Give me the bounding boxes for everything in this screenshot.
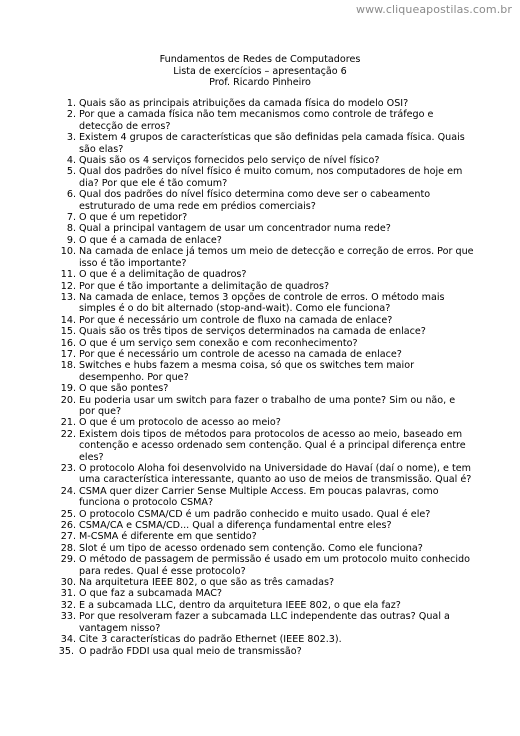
question-text: Na camada de enlace já temos um meio de detecção e correção de erros. Por que isso é tão importante? (79, 246, 474, 269)
question-item (54, 246, 474, 269)
question-item (54, 395, 474, 418)
question-text: Quais são os três tipos de serviços determinados na camada de enlace? (79, 326, 426, 338)
question-number: 21. (60, 417, 76, 429)
question-number: 32. (60, 599, 76, 611)
question-item (54, 212, 474, 223)
question-text: Por que é necessário um controle de fluxo na camada de enlace? (79, 314, 393, 326)
question-number: 9. (66, 234, 76, 246)
question-text: O padrão FDDI usa qual meio de transmissão? (79, 645, 302, 657)
question-number: 22. (60, 428, 76, 440)
question-number: 25. (60, 508, 76, 520)
question-text: CSMA quer dizer Carrier Sense Multiple Access. Em poucas palavras, como funciona o protocolo CSMA? (79, 485, 439, 509)
question-text: E a subcamada LLC, dentro da arquitetura IEEE 802, o que ela faz? (79, 599, 401, 611)
question-item (54, 223, 474, 234)
question-item (54, 315, 474, 326)
question-text: Existem dois tipos de métodos para protocolos de acesso ao meio, baseado em contenção e acesso ordenado sem contenção. Qual é a principal diferença entre eles? (79, 428, 466, 463)
question-number: 1. (66, 98, 76, 109)
question-item (54, 429, 474, 463)
question-text: Na arquitetura IEEE 802, o que são as três camadas? (79, 577, 335, 589)
question-item (54, 554, 474, 577)
question-number: 14. (60, 314, 76, 326)
question-item (54, 543, 474, 554)
question-item (54, 383, 474, 394)
question-number: 27. (60, 531, 76, 543)
question-text: O método de passagem de permissão é usado em um protocolo muito conhecido para redes. Qual é esse protocolo? (79, 554, 471, 577)
question-text: Slot é um tipo de acesso ordenado sem contenção. Como ele funciona? (79, 542, 423, 554)
question-text: Quais são as principais atribuições da camada física do modelo OSI? (79, 98, 409, 109)
watermark: www.cliqueapostilas.com.br (355, 3, 512, 16)
question-text: O que é um protocolo de acesso ao meio? (79, 417, 281, 429)
question-text: Qual dos padrões do nível físico determina como deve ser o cabeamento estruturado de uma rede em prédios comerciais? (79, 189, 431, 212)
question-text: Na camada de enlace, temos 3 opções de controle de erros. O método mais simples é o do bit alternado (stop-and-wait). Como ele funciona? (79, 291, 445, 315)
question-number: 7. (66, 212, 76, 224)
question-item (54, 463, 474, 486)
question-item (54, 486, 474, 509)
question-number: 18. (60, 360, 76, 372)
question-text: Eu poderia usar um switch para fazer o trabalho de uma ponte? Sim ou não, e por que? (79, 394, 456, 417)
question-item (54, 155, 474, 166)
question-number: 4. (66, 155, 76, 167)
question-item (54, 600, 474, 611)
question-number: 34. (60, 634, 76, 646)
question-number: 17. (60, 348, 76, 360)
question-item (54, 326, 474, 337)
question-number: 20. (60, 394, 76, 406)
document-header (0, 54, 520, 89)
question-item (54, 338, 474, 349)
question-number: 15. (60, 326, 76, 338)
question-number: 23. (60, 463, 76, 474)
question-item (54, 98, 474, 109)
question-item (54, 132, 474, 155)
question-text: O protocolo Aloha foi desenvolvido na Universidade do Havaí (daí o nome), e tem uma característica interessante, quanto ao uso de meios de transmissão. Qual é? (79, 463, 472, 486)
question-number: 24. (60, 485, 76, 497)
professor-name: Prof. Ricardo Pinheiro (209, 77, 311, 88)
question-item (54, 235, 474, 246)
question-item (54, 509, 474, 520)
question-item (54, 189, 474, 212)
question-text: Por que é tão importante a delimitação de quadros? (79, 280, 330, 292)
question-item (54, 360, 474, 383)
question-number: 19. (60, 383, 76, 395)
question-number: 13. (60, 291, 76, 303)
question-text: Por que é necessário um controle de acesso na camada de enlace? (79, 348, 402, 360)
question-text: Por que a camada física não tem mecanismos como controle de tráfego e detecção de erros? (79, 109, 434, 132)
question-text: O que é a delimitação de quadros? (79, 269, 247, 281)
question-number: 35. (58, 645, 74, 657)
question-text: Qual dos padrões do nível físico é muito comum, nos computadores de hoje em dia? Por que ele é tão comum? (79, 166, 463, 189)
question-item (54, 520, 474, 531)
question-item (54, 292, 474, 315)
question-item (54, 417, 474, 428)
question-number: 33. (60, 611, 76, 623)
question-number: 28. (60, 542, 76, 554)
question-number: 2. (66, 109, 76, 121)
question-text: Qual a principal vantagem de usar um concentrador numa rede? (79, 223, 391, 235)
question-item (54, 646, 474, 657)
question-list (54, 98, 474, 657)
question-text: Por que resolveram fazer a subcamada LLC independente das outras? Qual a vantagem nisso? (79, 611, 450, 634)
question-item (54, 166, 474, 189)
question-item (54, 611, 474, 634)
question-number: 5. (66, 166, 76, 178)
question-number: 30. (60, 577, 76, 589)
question-item (54, 531, 474, 542)
list-title: Lista de exercícios – apresentação 6 (173, 65, 347, 77)
question-item (54, 577, 474, 588)
question-text: O que faz a subcamada MAC? (79, 588, 223, 600)
question-number: 12. (60, 280, 76, 292)
question-item (54, 634, 474, 645)
question-text: Existem 4 grupos de características que são definidas pela camada física. Quais são elas? (79, 132, 465, 155)
question-text: Cite 3 características do padrão Ethernet (IEEE 802.3). (79, 634, 342, 646)
question-text: Switches e hubs fazem a mesma coisa, só que os switches tem maior desempenho. Por que? (79, 360, 415, 383)
question-number: 11. (60, 269, 76, 281)
question-number: 6. (66, 189, 76, 201)
question-number: 8. (66, 223, 76, 235)
question-item (54, 269, 474, 280)
question-text: CSMA/CA e CSMA/CD... Qual a diferença fundamental entre eles? (79, 520, 392, 532)
question-text: O que é um serviço sem conexão e com reconhecimento? (79, 337, 358, 349)
question-number: 10. (60, 246, 76, 258)
question-text: O que são pontes? (79, 383, 169, 395)
question-number: 31. (60, 588, 76, 600)
question-number: 3. (66, 132, 76, 144)
question-text: O protocolo CSMA/CD é um padrão conhecido e muito usado. Qual é ele? (79, 508, 431, 520)
question-item (54, 349, 474, 360)
question-item (54, 588, 474, 599)
question-text: Quais são os 4 serviços fornecidos pelo serviço de nível físico? (79, 155, 380, 167)
question-item (54, 281, 474, 292)
question-text: O que é um repetidor? (79, 212, 188, 224)
question-number: 16. (60, 337, 76, 349)
question-number: 26. (60, 520, 76, 532)
course-title: Fundamentos de Redes de Computadores (159, 54, 361, 65)
question-item (54, 109, 474, 132)
question-text: O que é a camada de enlace? (79, 234, 222, 246)
question-number: 29. (60, 554, 76, 566)
question-text: M-CSMA é diferente em que sentido? (79, 531, 257, 543)
